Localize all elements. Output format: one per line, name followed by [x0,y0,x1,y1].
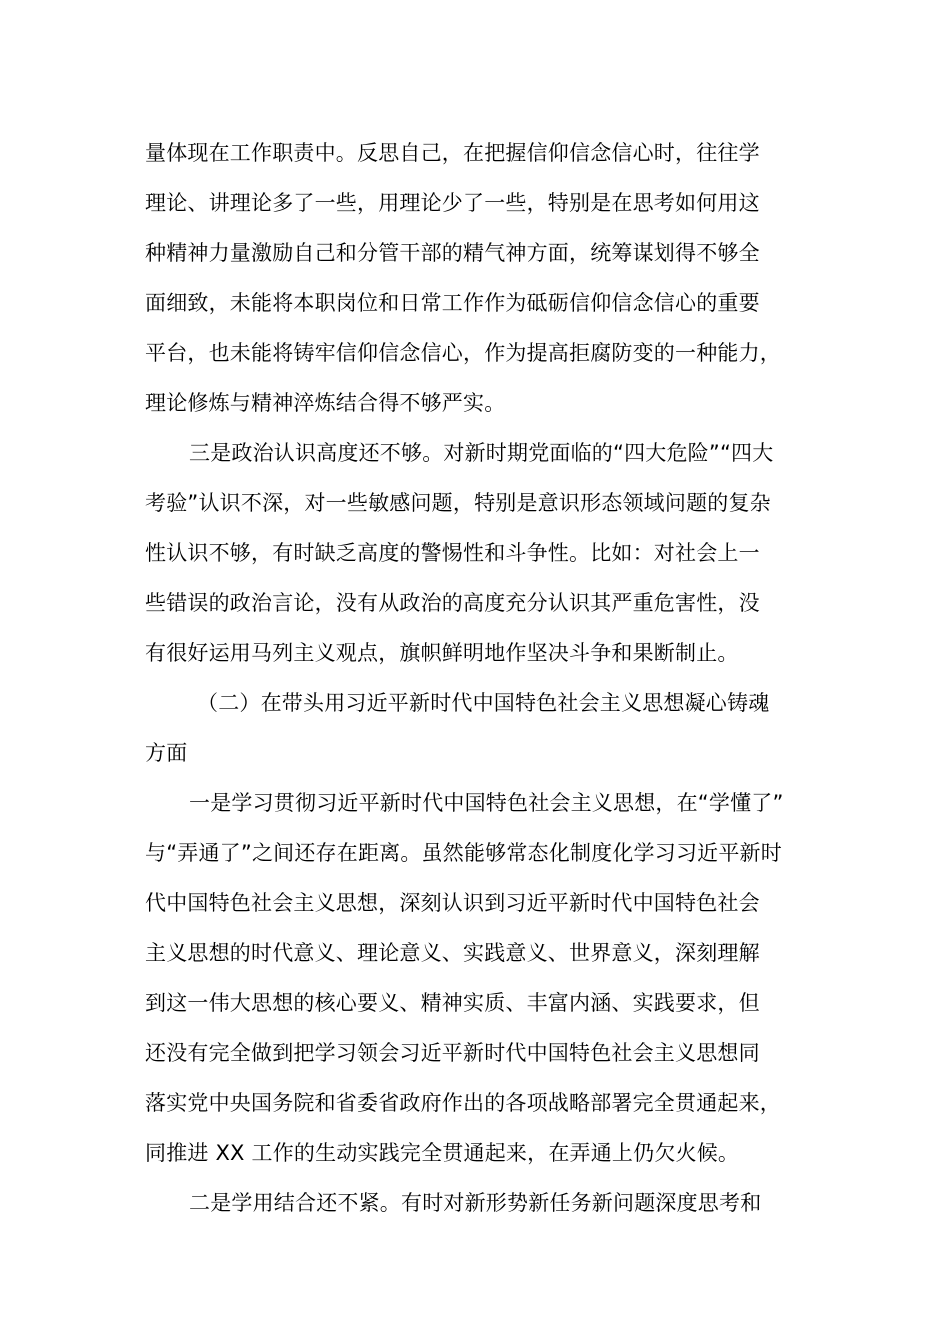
paragraph-line: 理论、讲理论多了一些，用理论少了一些，特别是在思考如何用这 [145,191,760,215]
paragraph-line: 代中国特色社会主义思想，深刻认识到习近平新时代中国特色社会 [145,891,760,915]
paragraph-line: 到这一伟大思想的核心要义、精神实质、丰富内涵、实践要求，但 [145,991,760,1015]
paragraph-line: 落实党中央国务院和省委省政府作出的各项战略部署完全贯通起来， [145,1091,781,1115]
paragraph-line: 有很好运用马列主义观点，旗帜鲜明地作坚决斗争和果断制止。 [145,641,739,665]
paragraph-line: 面细致，未能将本职岗位和日常工作作为砥砺信仰信念信心的重要 [145,291,760,315]
document-body [145,128,835,1228]
paragraph-first-line: 三是政治认识高度还不够。对新时期党面临的“四大危险”“四大 [189,441,774,465]
paragraph-line: 些错误的政治言论，没有从政治的高度充分认识其严重危害性，没 [145,591,760,615]
section-heading-continuation: 方面 [145,741,188,765]
paragraph-line: 性认识不够，有时缺乏高度的警惕性和斗争性。比如：对社会上一 [145,541,760,565]
section-heading: （二）在带头用习近平新时代中国特色社会主义思想凝心铸魂 [197,691,770,715]
paragraph-line: 与“弄通了”之间还存在距离。虽然能够常态化制度化学习习近平新时 [145,841,782,865]
paragraph-line: 还没有完全做到把学习领会习近平新时代中国特色社会主义思想同 [145,1041,760,1065]
paragraph-line: 量体现在工作职责中。反思自己，在把握信仰信念信心时，往往学 [145,141,760,165]
paragraph-line: 种精神力量激励自己和分管干部的精气神方面，统筹谋划得不够全 [145,241,760,265]
paragraph-line: 考验”认识不深，对一些敏感问题，特别是意识形态领域问题的复杂 [145,491,771,515]
paragraph-first-line: 一是学习贯彻习近平新时代中国特色社会主义思想，在“学懂了” [189,791,784,815]
paragraph-line: 理论修炼与精神淬炼结合得不够严实。 [145,391,506,415]
paragraph-first-line: 二是学用结合还不紧。有时对新形势新任务新问题深度思考和 [189,1191,762,1215]
paragraph-line: 主义思想的时代意义、理论意义、实践意义、世界意义，深刻理解 [145,941,760,965]
paragraph-line: 平台，也未能将铸牢信仰信念信心，作为提高拒腐防变的一种能力， [145,341,781,365]
paragraph-line: 同推进 XX 工作的生动实践完全贯通起来，在弄通上仍欠火候。 [145,1141,740,1165]
